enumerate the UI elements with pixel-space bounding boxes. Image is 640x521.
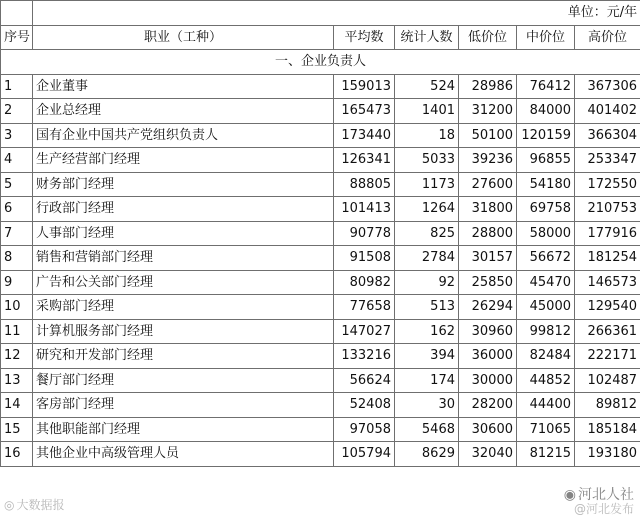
cell-average: 126341 bbox=[334, 148, 395, 173]
cell-seq: 1 bbox=[1, 74, 33, 99]
cell-low: 30157 bbox=[459, 246, 517, 271]
header-low: 低价位 bbox=[459, 25, 517, 50]
cell-mid: 45000 bbox=[517, 295, 575, 320]
section-row bbox=[1, 50, 640, 75]
cell-average: 77658 bbox=[334, 295, 395, 320]
cell-low: 27600 bbox=[459, 172, 517, 197]
cell-count: 394 bbox=[395, 344, 459, 369]
cell-low: 31200 bbox=[459, 99, 517, 124]
cell-name: 财务部门经理 bbox=[33, 172, 334, 197]
watermark-right-title-text: 河北人社 bbox=[578, 487, 634, 503]
cell-name: 采购部门经理 bbox=[33, 295, 334, 320]
header-row bbox=[1, 25, 640, 50]
cell-name: 其他职能部门经理 bbox=[33, 417, 334, 442]
table-row bbox=[1, 319, 640, 344]
cell-count: 30 bbox=[395, 393, 459, 418]
cell-low: 32040 bbox=[459, 442, 517, 467]
watermark-right-title bbox=[564, 488, 634, 502]
cell-mid: 69758 bbox=[517, 197, 575, 222]
cell-high: 172550 bbox=[575, 172, 640, 197]
cell-seq: 9 bbox=[1, 270, 33, 295]
cell-count: 92 bbox=[395, 270, 459, 295]
cell-seq: 11 bbox=[1, 319, 33, 344]
cell-high: 129540 bbox=[575, 295, 640, 320]
cell-seq: 5 bbox=[1, 172, 33, 197]
wechat-icon: ◉ bbox=[563, 487, 576, 503]
cell-name: 行政部门经理 bbox=[33, 197, 334, 222]
cell-name: 研究和开发部门经理 bbox=[33, 344, 334, 369]
cell-count: 174 bbox=[395, 368, 459, 393]
cell-high: 366304 bbox=[575, 123, 640, 148]
section-title: 一、企业负责人 bbox=[1, 50, 640, 75]
cell-count: 5468 bbox=[395, 417, 459, 442]
unit-label: 单位：元/年 bbox=[33, 1, 640, 26]
cell-seq: 10 bbox=[1, 295, 33, 320]
cell-mid: 58000 bbox=[517, 221, 575, 246]
cell-count: 8629 bbox=[395, 442, 459, 467]
header-average: 平均数 bbox=[334, 25, 395, 50]
table-row bbox=[1, 197, 640, 222]
cell-average: 173440 bbox=[334, 123, 395, 148]
cell-low: 36000 bbox=[459, 344, 517, 369]
cell-mid: 96855 bbox=[517, 148, 575, 173]
cell-high: 146573 bbox=[575, 270, 640, 295]
header-high: 高价位 bbox=[575, 25, 640, 50]
cell-seq: 15 bbox=[1, 417, 33, 442]
cell-average: 97058 bbox=[334, 417, 395, 442]
table-row bbox=[1, 393, 640, 418]
table-row bbox=[1, 344, 640, 369]
cell-seq: 7 bbox=[1, 221, 33, 246]
table-row bbox=[1, 148, 640, 173]
table-row bbox=[1, 172, 640, 197]
cell-average: 147027 bbox=[334, 319, 395, 344]
cell-seq: 12 bbox=[1, 344, 33, 369]
header-occupation: 职业（工种） bbox=[33, 25, 334, 50]
cell-seq: 13 bbox=[1, 368, 33, 393]
cell-mid: 71065 bbox=[517, 417, 575, 442]
cell-high: 185184 bbox=[575, 417, 640, 442]
cell-high: 193180 bbox=[575, 442, 640, 467]
cell-high: 253347 bbox=[575, 148, 640, 173]
table-row bbox=[1, 246, 640, 271]
cell-average: 56624 bbox=[334, 368, 395, 393]
cell-seq: 6 bbox=[1, 197, 33, 222]
cell-name: 销售和营销部门经理 bbox=[33, 246, 334, 271]
cell-count: 162 bbox=[395, 319, 459, 344]
cell-low: 30000 bbox=[459, 368, 517, 393]
cell-high: 177916 bbox=[575, 221, 640, 246]
cell-name: 国有企业中国共产党组织负责人 bbox=[33, 123, 334, 148]
cell-low: 39236 bbox=[459, 148, 517, 173]
cell-mid: 84000 bbox=[517, 99, 575, 124]
cell-mid: 54180 bbox=[517, 172, 575, 197]
cell-average: 80982 bbox=[334, 270, 395, 295]
table-row bbox=[1, 442, 640, 467]
cell-count: 5033 bbox=[395, 148, 459, 173]
cell-seq: 2 bbox=[1, 99, 33, 124]
cell-seq: 4 bbox=[1, 148, 33, 173]
cell-high: 102487 bbox=[575, 368, 640, 393]
cell-high: 181254 bbox=[575, 246, 640, 271]
cell-name: 客房部门经理 bbox=[33, 393, 334, 418]
table-row bbox=[1, 368, 640, 393]
table-row bbox=[1, 295, 640, 320]
table-row bbox=[1, 99, 640, 124]
cell-average: 105794 bbox=[334, 442, 395, 467]
cell-name: 企业总经理 bbox=[33, 99, 334, 124]
cell-high: 266361 bbox=[575, 319, 640, 344]
cell-low: 26294 bbox=[459, 295, 517, 320]
cell-average: 91508 bbox=[334, 246, 395, 271]
cell-name: 企业董事 bbox=[33, 74, 334, 99]
cell-mid: 56672 bbox=[517, 246, 575, 271]
cell-average: 52408 bbox=[334, 393, 395, 418]
cell-mid: 76412 bbox=[517, 74, 575, 99]
cell-low: 50100 bbox=[459, 123, 517, 148]
table-row bbox=[1, 123, 640, 148]
weibo-icon: ◎ bbox=[4, 498, 15, 512]
cell-average: 133216 bbox=[334, 344, 395, 369]
watermark-right bbox=[564, 488, 634, 516]
header-mid: 中价位 bbox=[517, 25, 575, 50]
table-row bbox=[1, 417, 640, 442]
cell-seq: 16 bbox=[1, 442, 33, 467]
cell-mid: 82484 bbox=[517, 344, 575, 369]
cell-name: 广告和公关部门经理 bbox=[33, 270, 334, 295]
cell-mid: 44852 bbox=[517, 368, 575, 393]
cell-count: 1173 bbox=[395, 172, 459, 197]
cell-average: 159013 bbox=[334, 74, 395, 99]
cell-average: 165473 bbox=[334, 99, 395, 124]
cell-name: 其他企业中高级管理人员 bbox=[33, 442, 334, 467]
cell-name: 人事部门经理 bbox=[33, 221, 334, 246]
cell-mid: 99812 bbox=[517, 319, 575, 344]
cell-name: 生产经营部门经理 bbox=[33, 148, 334, 173]
cell-mid: 44400 bbox=[517, 393, 575, 418]
cell-low: 25850 bbox=[459, 270, 517, 295]
cell-low: 28200 bbox=[459, 393, 517, 418]
cell-mid: 120159 bbox=[517, 123, 575, 148]
cell-high: 367306 bbox=[575, 74, 640, 99]
cell-seq: 14 bbox=[1, 393, 33, 418]
cell-low: 31800 bbox=[459, 197, 517, 222]
cell-name: 餐厅部门经理 bbox=[33, 368, 334, 393]
watermark-left-text: 大数据报 bbox=[16, 498, 65, 512]
cell-high: 401402 bbox=[575, 99, 640, 124]
cell-mid: 45470 bbox=[517, 270, 575, 295]
header-seq: 序号 bbox=[1, 25, 33, 50]
cell-low: 30600 bbox=[459, 417, 517, 442]
cell-low: 28986 bbox=[459, 74, 517, 99]
cell-mid: 81215 bbox=[517, 442, 575, 467]
table-row bbox=[1, 270, 640, 295]
cell-seq: 8 bbox=[1, 246, 33, 271]
cell-seq: 3 bbox=[1, 123, 33, 148]
table-row bbox=[1, 221, 640, 246]
cell-high: 222171 bbox=[575, 344, 640, 369]
cell-count: 2784 bbox=[395, 246, 459, 271]
cell-count: 1401 bbox=[395, 99, 459, 124]
unit-row bbox=[1, 1, 640, 26]
cell-low: 30960 bbox=[459, 319, 517, 344]
unit-row-blank bbox=[1, 1, 33, 26]
header-count: 统计人数 bbox=[395, 25, 459, 50]
cell-count: 825 bbox=[395, 221, 459, 246]
cell-count: 1264 bbox=[395, 197, 459, 222]
cell-high: 210753 bbox=[575, 197, 640, 222]
cell-average: 88805 bbox=[334, 172, 395, 197]
cell-name: 计算机服务部门经理 bbox=[33, 319, 334, 344]
watermark-right-sub: @河北发布 bbox=[573, 502, 634, 516]
cell-count: 524 bbox=[395, 74, 459, 99]
cell-count: 513 bbox=[395, 295, 459, 320]
cell-average: 90778 bbox=[334, 221, 395, 246]
watermark-left bbox=[4, 496, 65, 513]
cell-count: 18 bbox=[395, 123, 459, 148]
cell-average: 101413 bbox=[334, 197, 395, 222]
table-row bbox=[1, 74, 640, 99]
cell-low: 28800 bbox=[459, 221, 517, 246]
cell-high: 89812 bbox=[575, 393, 640, 418]
